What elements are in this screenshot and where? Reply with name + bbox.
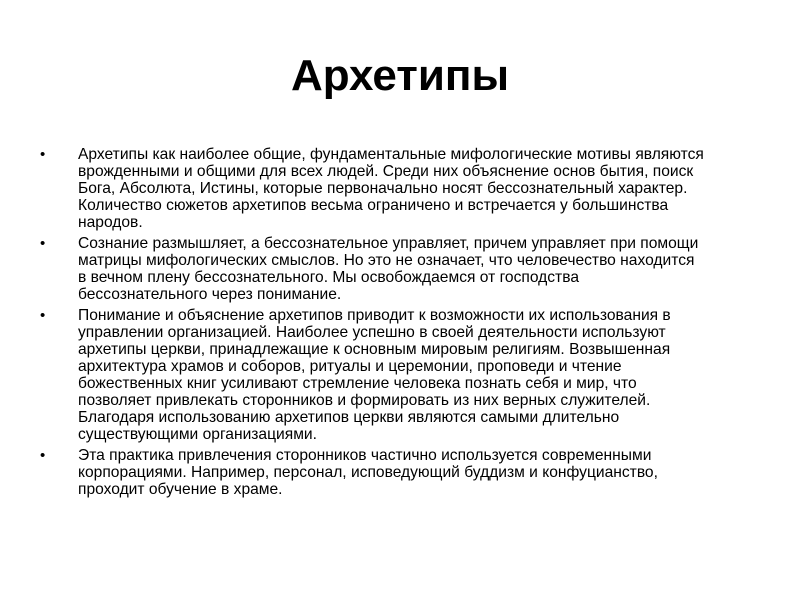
slide-title: Архетипы xyxy=(290,51,510,100)
bullet-text-line: Понимание и объяснение архетипов приводит к возможности их использования в xyxy=(78,307,671,324)
bullet-text-line: матрицы мифологических смыслов. Но это не означает, что человечество находится xyxy=(78,252,695,269)
bullet-item xyxy=(40,307,760,443)
bullet-text-line: архитектура храмов и соборов, ритуалы и церемонии, проповеди и чтение xyxy=(78,358,622,375)
bullet-text-line: врожденными и общими для всех людей. Среди них объяснение основ бытия, поиск xyxy=(78,163,694,180)
bullet-text-line: Сознание размышляет, а бессознательное управляет, причем управляет при помощи xyxy=(78,235,699,252)
bullet-text-line: Благодаря использованию архетипов церкви являются самыми длительно xyxy=(78,409,620,426)
bullet-text-line: Бога, Абсолюта, Истины, которые первоначально носят бессознательный характер. xyxy=(78,180,688,197)
bullet-text-line: архетипы церкви, принадлежащие к основным мировым религиям. Возвышенная xyxy=(78,341,671,358)
bullet-marker: • xyxy=(40,307,46,324)
bullet-text-line: бессознательного через понимание. xyxy=(78,286,342,303)
bullet-list xyxy=(40,146,760,502)
bullet-text-line: в вечном плену бессознательного. Мы освобождаемся от господства xyxy=(78,269,579,286)
bullet-item xyxy=(40,235,760,303)
bullet-text-line: Количество сюжетов архетипов весьма ограничено и встречается у большинства xyxy=(78,197,669,214)
bullet-text-line: проходит обучение в храме. xyxy=(78,481,283,498)
bullet-text-line: управлении организацией. Наиболее успешно в своей деятельности используют xyxy=(78,324,666,341)
bullet-text-line: Архетипы как наиболее общие, фундаментальные мифологические мотивы являются xyxy=(78,146,704,163)
bullet-marker: • xyxy=(40,447,46,464)
bullet-item xyxy=(40,447,760,498)
bullet-item xyxy=(40,146,760,231)
bullet-marker: • xyxy=(40,146,46,163)
bullet-text-line: Эта практика привлечения сторонников частично используется современными xyxy=(78,447,652,464)
bullet-text-line: позволяет привлекать сторонников и формировать из них верных служителей. xyxy=(78,392,651,409)
bullet-marker: • xyxy=(40,235,46,252)
bullet-text-line: корпорациями. Например, персонал, исповедующий буддизм и конфуцианство, xyxy=(78,464,658,481)
bullet-text-line: существующими организациями. xyxy=(78,426,317,443)
bullet-text-line: народов. xyxy=(78,214,143,231)
bullet-text-line: божественных книг усиливают стремление человека познать себя и мир, что xyxy=(78,375,637,392)
